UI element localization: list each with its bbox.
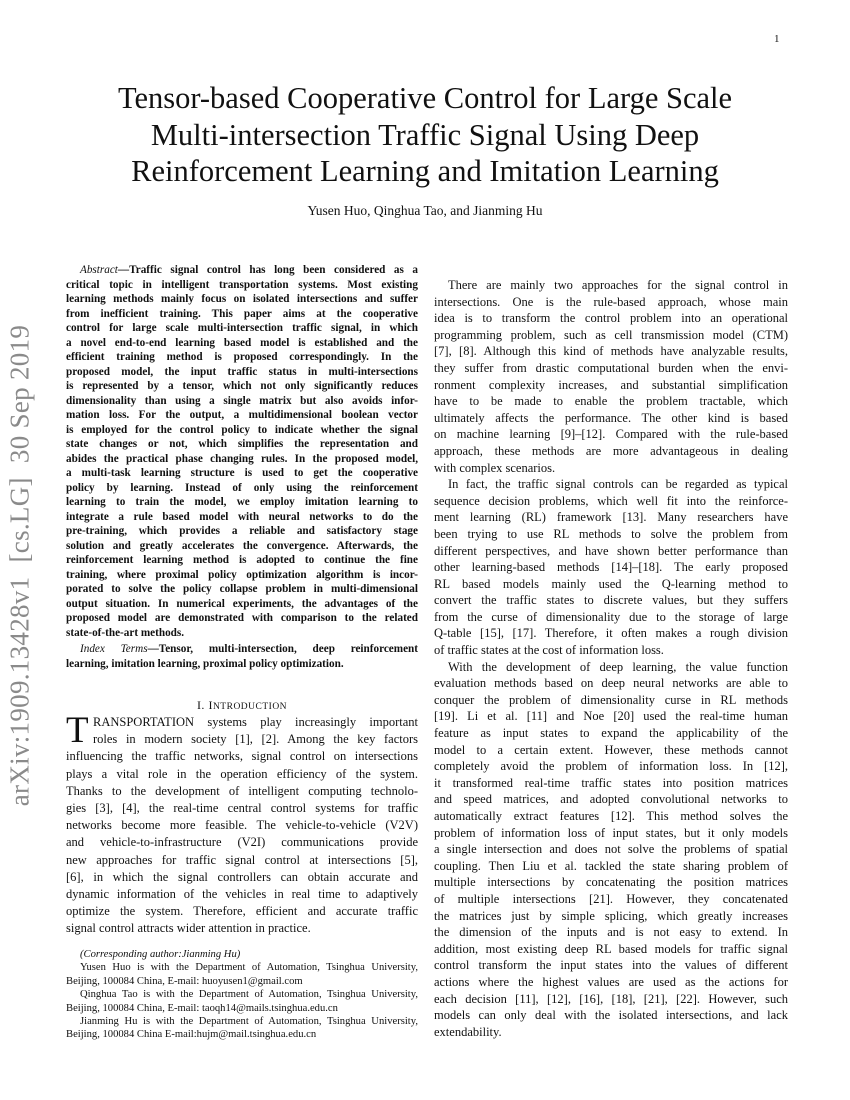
text-line [434, 808, 788, 825]
text-line [66, 394, 418, 409]
line-text: convert the traffic states to discrete values, but they suffers [434, 593, 788, 608]
right-column [434, 277, 788, 1040]
title-line: Reinforcement Learning and Imitation Learning [131, 154, 719, 188]
line-text: signal control attracts wider attention in practice. [66, 921, 311, 936]
line-text: plays a vital role in the operation efficiency of the system. [66, 766, 418, 781]
text-line [66, 748, 418, 765]
line-text: each decision [11], [12], [16], [18], [21], [22]. However, such [434, 991, 788, 1006]
section-heading [66, 698, 418, 713]
line-text: from inefficient training. This paper aims at the cooperative [66, 307, 418, 320]
text-line [66, 495, 418, 510]
text-line [434, 559, 788, 576]
text-line [66, 321, 418, 336]
text-line [434, 509, 788, 526]
text-line [434, 543, 788, 560]
line-text: RANSPORTATION systems play increasingly important [93, 715, 418, 729]
text-line [66, 731, 418, 748]
line-text: conquer the problem of dimensionality curse in RL methods [434, 692, 788, 707]
line-text: model to a certain extent. However, these methods cannot [434, 742, 788, 757]
text-line [66, 961, 418, 974]
text-line [66, 869, 418, 886]
line-text: been trying to use RL methods to solve the problem from [434, 526, 788, 541]
line-text: ronment complexity increases, and substantial simplification [434, 377, 788, 392]
text-line [66, 336, 418, 351]
text-line [66, 1015, 418, 1028]
line-text: evaluation methods based on deep neural networks are able to [434, 676, 788, 691]
text-line [66, 379, 418, 394]
line-text: different perspectives, and have shown better performance than [434, 543, 788, 558]
line-text: state changes or not, which simplifies the representation and [66, 438, 418, 450]
line-text: the matrices just by simple splicing, which greatly increases [434, 908, 788, 923]
text-line [66, 852, 418, 869]
text-line [434, 443, 788, 460]
line-text: Qinghua Tao is with the Department of Automation, Tsinghua University, [80, 989, 418, 1001]
text-line [434, 426, 788, 443]
line-text: approach, these methods are more advantageous in dealing [434, 443, 788, 458]
text-line [434, 360, 788, 377]
line-text: intersections. One is the rule-based approach, whose main [434, 294, 788, 309]
text-line [66, 597, 418, 612]
text-line [66, 524, 418, 539]
text-line [434, 675, 788, 692]
line-text: idea is to transform the control problem into an operational [434, 311, 788, 326]
line-text: integrate a rule based model with neural networks to do the [66, 510, 418, 523]
line-text: problem of information loss of input states, but it only models [434, 825, 788, 840]
text-line [66, 423, 418, 438]
text-line [66, 886, 418, 903]
paper-title [40, 80, 810, 190]
line-text: is represented by a tensor, which not only significantly reduces [66, 380, 418, 392]
text-line [434, 410, 788, 427]
index-terms [66, 642, 418, 672]
text-line [66, 307, 418, 322]
title-line: Tensor-based Cooperative Control for Large Scale [117, 81, 733, 115]
label: Index Terms [80, 643, 148, 655]
text-line [66, 975, 418, 988]
text-line [66, 408, 418, 423]
line-text: other learning-based methods [14]–[18]. The early proposed [434, 560, 788, 575]
line-text: Yusen Huo is with the Department of Automation, Tsinghua University, [80, 962, 418, 974]
section-title-rest: NTRODUCTION [212, 702, 288, 712]
line-text: multiple intersections by concatenating the position matrices [434, 875, 788, 890]
line-text: have to be made to enable the problem tractable, which [434, 394, 788, 409]
text-line [434, 974, 788, 991]
line-text: feature as input states to expand the applicability of the [434, 726, 788, 741]
text-line [66, 834, 418, 851]
text-line [434, 642, 788, 659]
drop-cap: T [66, 710, 89, 751]
text-line [66, 988, 418, 1001]
text-line [434, 957, 788, 974]
line-text: Q-table [15], [17]. Therefore, it often makes a rough division [434, 626, 788, 641]
text-line [434, 576, 788, 593]
line-text: mation loss. For the output, a multidimensional boolean vector [66, 409, 418, 421]
line-text: dynamic information of the vehicles in real time to adaptively [66, 887, 418, 902]
line-text: of multiple intersections [21]. However, they concatenated [434, 891, 788, 906]
section-first-letter: I [208, 698, 213, 712]
line-text: With the development of deep learning, the value function [448, 659, 788, 674]
text-line [66, 350, 418, 365]
text-line [434, 476, 788, 493]
text-line [66, 582, 418, 597]
line-text: porated to solve the policy collapse problem in multi-dimensional [66, 583, 418, 595]
footnotes [66, 948, 418, 1042]
line-text: policy by learning. Instead of only using the reinforcement [66, 481, 418, 494]
text-line [66, 481, 418, 496]
line-text: proposed model, the input traffic status in multi-intersections [66, 365, 418, 378]
line-text: coupling. Then Liu et al. tackled the state sharing problem of [434, 858, 788, 873]
line-text: ment learning (RL) framework [13]. Many researchers have [434, 510, 788, 525]
line-text: [6], in which the signal controllers can obtain accurate and [66, 869, 418, 884]
line-text: automatically extract features [12]. This method solves the [434, 809, 788, 823]
line-text: they suffer from drastic computational burden when the envi- [434, 360, 788, 375]
line-text: addition, most existing deep RL based models for traffic signal [434, 941, 788, 956]
line-text: networks become more feasible. The vehicle-to-vehicle (V2V) [66, 818, 418, 833]
line-text: —Tensor, multi-intersection, deep reinforcement [147, 643, 418, 655]
line-text: output situation. In numerical experiments, the advantages of the [66, 597, 418, 610]
line-text: control transform the input states into the values of different [434, 958, 788, 973]
text-line [434, 625, 788, 642]
line-text: In fact, the traffic signal controls can be regarded as typical [448, 477, 788, 492]
line-text: Thanks to the development of intelligent computing technolo- [66, 783, 418, 798]
text-line [434, 526, 788, 543]
text-line [66, 1002, 418, 1015]
text-line [434, 891, 788, 908]
line-text: pre-training, which provides a reliable and satisfactory stage [66, 525, 418, 537]
line-text: Beijing, 100084 China E-mail:hujm@mail.tsinghua.edu.cn [66, 1029, 317, 1041]
text-line [66, 642, 418, 657]
text-line [434, 742, 788, 759]
text-line [66, 466, 418, 481]
line-text: is employed for the control policy to indicate whether the signal [66, 423, 418, 436]
line-text: learning to train the model, we employ imitation learning to [66, 496, 418, 508]
introduction-paragraph [66, 710, 418, 938]
line-text: solution and greatly accelerates the convergence. Afterwards, the [66, 539, 418, 552]
text-line [66, 568, 418, 583]
text-line [66, 783, 418, 800]
text-line [66, 766, 418, 783]
text-line [434, 791, 788, 808]
line-text: extendability. [434, 1024, 502, 1039]
text-line [66, 553, 418, 568]
line-text: a novel end-to-end learning based model is established and the [66, 336, 418, 349]
line-text: a multi-task learning structure is used to get the cooperative [66, 467, 418, 479]
text-line [66, 817, 418, 834]
line-text: influencing the traffic networks, signal control on intersections [66, 749, 418, 764]
text-line [434, 708, 788, 725]
line-text: it transformed real-time traffic states into position matrices [434, 775, 788, 790]
line-text: with complex scenarios. [434, 460, 556, 475]
text-line [434, 825, 788, 842]
text-line [434, 393, 788, 410]
text-line [434, 294, 788, 311]
text-line [434, 924, 788, 941]
text-line [66, 263, 418, 278]
text-line [434, 343, 788, 360]
text-line [66, 452, 418, 467]
text-line [434, 310, 788, 327]
text-line [434, 775, 788, 792]
line-text: training, where proximal policy optimization algorithm is incor- [66, 568, 418, 581]
line-text: completely avoid the problem of information loss. In [12], [434, 759, 788, 774]
authors: Yusen Huo, Qinghua Tao, and Jianming Hu [307, 203, 543, 218]
text-line [66, 539, 418, 554]
line-text: on machine learning [9]–[12]. Compared with the rule-based [434, 427, 788, 442]
text-line [434, 841, 788, 858]
line-text: proposed model are demonstrated with comparison to the related [66, 612, 418, 624]
text-line [66, 292, 418, 307]
line-text: state-of-the-art methods. [66, 626, 185, 639]
line-text: critical topic in intelligent transportation systems. Most existing [66, 278, 418, 291]
text-line [434, 725, 788, 742]
text-line [66, 920, 418, 937]
line-text: Beijing, 100084 China, E-mail: huoyusen1@gmail.com [66, 975, 303, 987]
line-text: new approaches for traffic signal control at intersections [5], [66, 852, 418, 867]
text-line [434, 277, 788, 294]
corresponding-author: (Corresponding author:Jianming Hu) [80, 949, 241, 960]
text-line [434, 377, 788, 394]
text-line [434, 908, 788, 925]
text-line [434, 609, 788, 626]
title-line: Multi-intersection Traffic Signal Using Deep [150, 117, 700, 152]
text-line [434, 1007, 788, 1024]
line-text: —Traffic signal control has long been considered as a [117, 264, 418, 276]
line-text: learning methods mainly focus on isolated intersections and suffer [66, 293, 418, 305]
text-line [434, 874, 788, 891]
text-line [434, 659, 788, 676]
line-text: models can only deal with the isolated intersections, and lack [434, 1008, 788, 1023]
text-line [434, 493, 788, 510]
text-line [66, 800, 418, 817]
text-line [66, 510, 418, 525]
line-text: control for large scale multi-intersection traffic signal, in which [66, 322, 418, 334]
line-text: ultimately affects the performance. The other kind is based [434, 410, 788, 425]
text-line [434, 758, 788, 775]
line-text: dimensionality than using a single matrix but also avoids infor- [66, 394, 418, 407]
text-line [66, 365, 418, 380]
section-number: I. [196, 698, 209, 712]
text-line [434, 327, 788, 344]
text-line [66, 1028, 418, 1041]
arxiv-identifier: arXiv:1909.13428v1 [cs.LG] 30 Sep 2019 [4, 324, 35, 807]
label: Abstract [80, 264, 118, 276]
text-line [66, 611, 418, 626]
text-line [66, 657, 418, 672]
line-text: programming problem, such as cell transmission model (CTM) [434, 327, 788, 342]
line-text: gies [3], [4], the real-time central control systems for traffic [66, 801, 418, 816]
line-text: of traffic states at the cost of information loss. [434, 643, 664, 658]
text-line [434, 858, 788, 875]
text-line [66, 714, 418, 731]
text-line [66, 626, 418, 641]
text-line [434, 941, 788, 958]
line-text: the dimension of the inputs and is not easy to extend. In [434, 925, 788, 940]
line-text: learning, imitation learning, proximal policy optimization. [66, 658, 344, 670]
line-text: Jianming Hu is with the Department of Automation, Tsinghua University, [80, 1016, 418, 1028]
line-text: [19]. Li et al. [11] and Noe [20] used the real-time human [434, 709, 788, 724]
line-text: roles in modern society [1], [2]. Among the key factors [93, 732, 418, 747]
line-text: abides the practical phase changing rules. In the proposed model, [66, 452, 418, 465]
page-number: 1 [774, 33, 780, 45]
text-line [66, 903, 418, 920]
text-line [434, 692, 788, 709]
line-text: reinforcement learning method is adopted to continue the fine [66, 554, 418, 566]
line-text: from the curse of dimensionality due to the storage of large [434, 609, 788, 624]
abstract [66, 263, 418, 640]
text-line [434, 991, 788, 1008]
text-line [434, 460, 788, 477]
line-text: and speed matrices, and adopted convolutional networks to [434, 792, 788, 807]
line-text: a single intersection and does not solve the problems of spatial [434, 842, 788, 857]
line-text: actions where the highest values are used as the actions for [434, 974, 788, 989]
text-line [434, 1024, 788, 1041]
text-line [434, 592, 788, 609]
line-text: Beijing, 100084 China, E-mail: taoqh14@mails.tsinghua.edu.cn [66, 1002, 338, 1014]
text-line [66, 437, 418, 452]
line-text: and vehicle-to-infrastructure (V2I) communications provide [66, 835, 418, 850]
line-text: [7], [8]. Although this kind of methods have analyzable results, [434, 344, 788, 359]
line-text: sequence decision problems, which well fit into the reinforce- [434, 493, 788, 508]
line-text: efficient training method is proposed correspondingly. In the [66, 351, 418, 363]
line-text: optimize the system. Therefore, efficient and accurate traffic [66, 904, 418, 919]
line-text: RL based models mainly used the Q-learning method to [434, 576, 788, 591]
text-line [66, 278, 418, 293]
line-text: There are mainly two approaches for the signal control in [448, 278, 788, 292]
